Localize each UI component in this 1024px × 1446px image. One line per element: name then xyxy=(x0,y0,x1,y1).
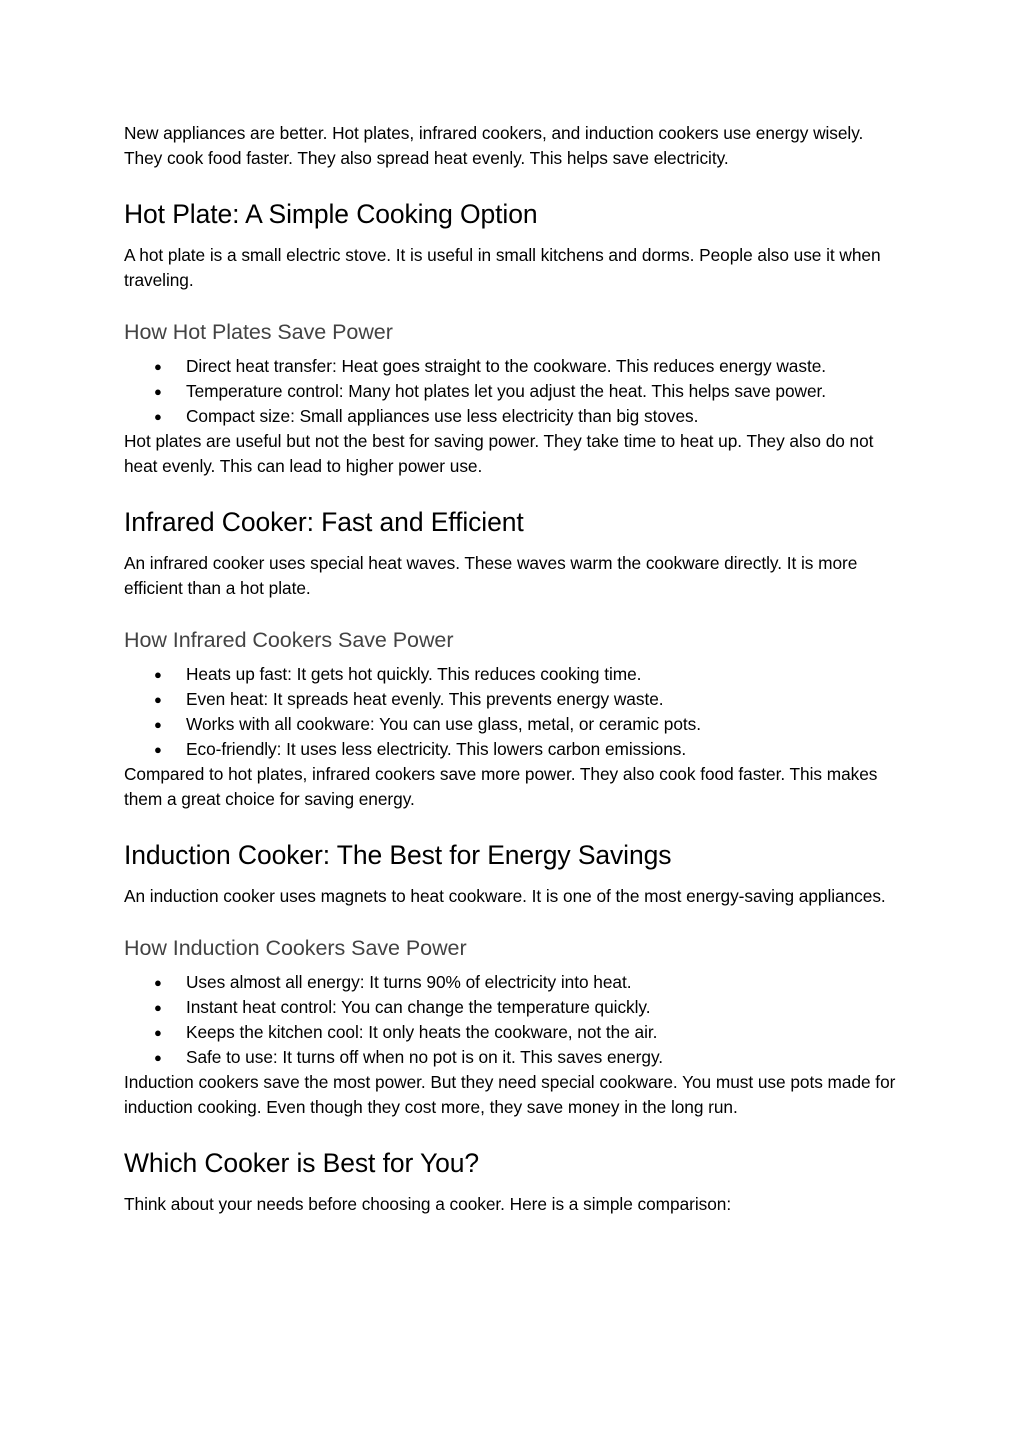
subheading-infrared-power: How Infrared Cookers Save Power xyxy=(124,628,454,652)
list-item xyxy=(124,404,900,429)
list-item-text: Instant heat control: You can change the temperature quickly. xyxy=(186,997,651,1017)
section-body-hot-plate: A hot plate is a small electric stove. It is useful in small kitchens and dorms. People also use it when traveling. xyxy=(124,245,881,290)
section-heading-which-cooker: Which Cooker is Best for You? xyxy=(124,1148,480,1178)
list-item xyxy=(124,1020,900,1045)
bullet-icon: ● xyxy=(154,1000,162,1015)
section-heading-hot-plate: Hot Plate: A Simple Cooking Option xyxy=(124,199,538,229)
bullet-icon: ● xyxy=(154,1050,162,1065)
list-item-text: Compact size: Small appliances use less electricity than big stoves. xyxy=(186,406,699,426)
list-item xyxy=(124,737,900,762)
section-heading-induction: Induction Cooker: The Best for Energy Savings xyxy=(124,840,672,870)
bullet-icon: ● xyxy=(154,359,162,374)
subheading-hot-plate-power: How Hot Plates Save Power xyxy=(124,320,393,344)
list-item-text: Safe to use: It turns off when no pot is on it. This saves energy. xyxy=(186,1047,664,1067)
bullet-icon: ● xyxy=(154,717,162,732)
bullet-icon: ● xyxy=(154,667,162,682)
list-item xyxy=(124,712,900,737)
subheading-induction-power: How Induction Cookers Save Power xyxy=(124,936,467,960)
list-item xyxy=(124,1045,900,1070)
list-item-text: Keeps the kitchen cool: It only heats the cookware, not the air. xyxy=(186,1022,658,1042)
bullet-list-infrared xyxy=(124,662,900,762)
list-item-text: Works with all cookware: You can use glass, metal, or ceramic pots. xyxy=(186,714,701,734)
bullet-icon: ● xyxy=(154,742,162,757)
section-heading-infrared: Infrared Cooker: Fast and Efficient xyxy=(124,507,524,537)
list-item-text: Uses almost all energy: It turns 90% of electricity into heat. xyxy=(186,972,632,992)
list-item-text: Eco-friendly: It uses less electricity. This lowers carbon emissions. xyxy=(186,739,687,759)
section-body-which-cooker: Think about your needs before choosing a cooker. Here is a simple comparison: xyxy=(124,1194,732,1214)
list-item xyxy=(124,662,900,687)
bullet-list-induction xyxy=(124,970,900,1070)
list-item xyxy=(124,970,900,995)
bullet-icon: ● xyxy=(154,384,162,399)
bullet-list-hot-plate xyxy=(124,354,900,429)
section-summary-induction: Induction cookers save the most power. But they need special cookware. You must use pots made for induction cooking. Even though they cost more, they save money in the long run. xyxy=(124,1072,896,1117)
section-summary-hot-plate: Hot plates are useful but not the best for saving power. They take time to heat up. They also do not heat evenly. This can lead to higher power use. xyxy=(124,431,874,476)
list-item-text: Temperature control: Many hot plates let you adjust the heat. This helps save power. xyxy=(186,381,827,401)
document-page xyxy=(124,121,900,1217)
bullet-icon: ● xyxy=(154,975,162,990)
bullet-icon: ● xyxy=(154,692,162,707)
list-item xyxy=(124,687,900,712)
bullet-icon: ● xyxy=(154,1025,162,1040)
section-body-infrared: An infrared cooker uses special heat waves. These waves warm the cookware directly. It is more efficient than a hot plate. xyxy=(124,553,858,598)
list-item-text: Even heat: It spreads heat evenly. This prevents energy waste. xyxy=(186,689,664,709)
bullet-icon: ● xyxy=(154,409,162,424)
section-summary-infrared: Compared to hot plates, infrared cookers save more power. They also cook food faster. This makes them a great choice for saving energy. xyxy=(124,764,878,809)
list-item-text: Heats up fast: It gets hot quickly. This reduces cooking time. xyxy=(186,664,642,684)
list-item xyxy=(124,354,900,379)
intro-paragraph: New appliances are better. Hot plates, infrared cookers, and induction cookers use energy wisely. They cook food faster. They also spread heat evenly. This helps save electricity. xyxy=(124,123,864,168)
list-item xyxy=(124,995,900,1020)
section-body-induction: An induction cooker uses magnets to heat cookware. It is one of the most energy-saving appliances. xyxy=(124,886,886,906)
list-item xyxy=(124,379,900,404)
list-item-text: Direct heat transfer: Heat goes straight to the cookware. This reduces energy waste. xyxy=(186,356,827,376)
